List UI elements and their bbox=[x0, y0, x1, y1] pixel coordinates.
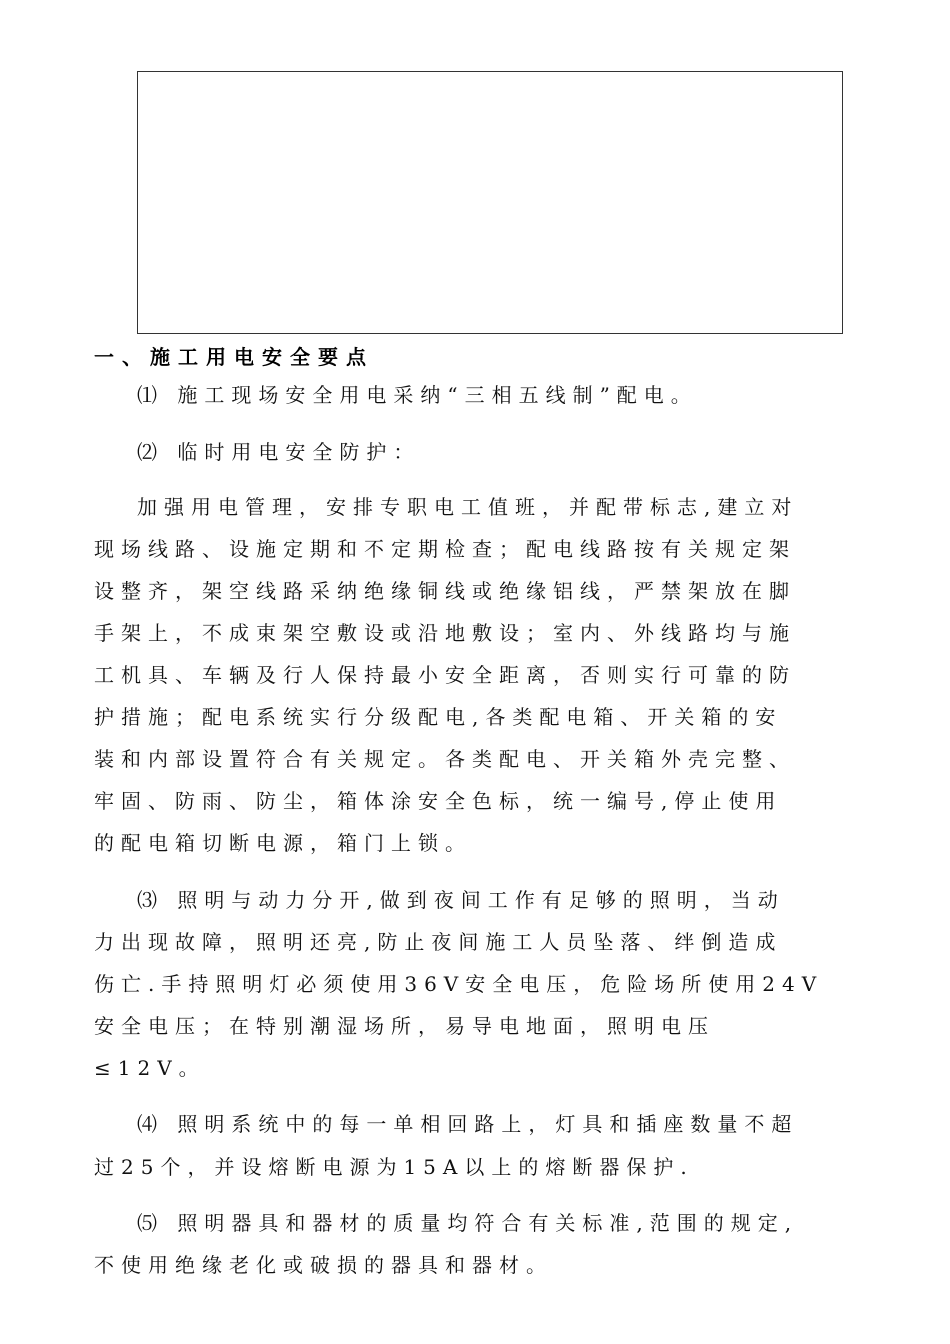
item-4: ⑷ 照明系统中的每一单相回路上，灯具和插座数量不超 bbox=[137, 1112, 799, 1136]
paragraph-line: ≤12V。 bbox=[94, 1056, 206, 1080]
paragraph-line: 护措施；配电系统实行分级配电,各类配电箱、开关箱的安 bbox=[94, 705, 783, 729]
image-placeholder-box bbox=[137, 71, 843, 334]
paragraph-line: 力出现故障，照明还亮,防止夜间施工人员坠落、绊倒造成 bbox=[94, 930, 783, 954]
paragraph-line: 不使用绝缘老化或破损的器具和器材。 bbox=[94, 1253, 553, 1277]
paragraph-line: 安全电压；在特别潮湿场所，易导电地面，照明电压 bbox=[94, 1014, 715, 1038]
paragraph-line: 手架上，不成束架空敷设或沿地敷设；室内、外线路均与施 bbox=[94, 621, 796, 645]
item-3: ⑶ 照明与动力分开,做到夜间工作有足够的照明，当动 bbox=[137, 888, 785, 912]
paragraph-line: 设整齐，架空线路采纳绝缘铜线或绝缘铝线，严禁架放在脚 bbox=[94, 579, 796, 603]
item-1: ⑴ 施工现场安全用电采纳“三相五线制”配电。 bbox=[137, 383, 698, 407]
paragraph-line: 牢固、防雨、防尘，箱体涂安全色标，统一编号,停止使用 bbox=[94, 789, 783, 813]
paragraph-line: 的配电箱切断电源，箱门上锁。 bbox=[94, 831, 472, 855]
section-heading: 一、施工用电安全要点 bbox=[94, 345, 374, 369]
paragraph-line: 工机具、车辆及行人保持最小安全距离，否则实行可靠的防 bbox=[94, 663, 796, 687]
paragraph-line: 过25个，并设熔断电源为15A以上的熔断器保护. bbox=[94, 1155, 694, 1179]
paragraph-line: 伤亡.手持照明灯必须使用36V安全电压，危险场所使用24V bbox=[94, 972, 824, 996]
paragraph-line: 现场线路、设施定期和不定期检查；配电线路按有关规定架 bbox=[94, 537, 796, 561]
item-2: ⑵ 临时用电安全防护： bbox=[137, 440, 421, 464]
paragraph-line: 装和内部设置符合有关规定。各类配电、开关箱外壳完整、 bbox=[94, 747, 796, 771]
paragraph-line: 加强用电管理，安排专职电工值班，并配带标志,建立对 bbox=[137, 495, 799, 519]
item-5: ⑸ 照明器具和器材的质量均符合有关标准,范围的规定, bbox=[137, 1211, 799, 1235]
